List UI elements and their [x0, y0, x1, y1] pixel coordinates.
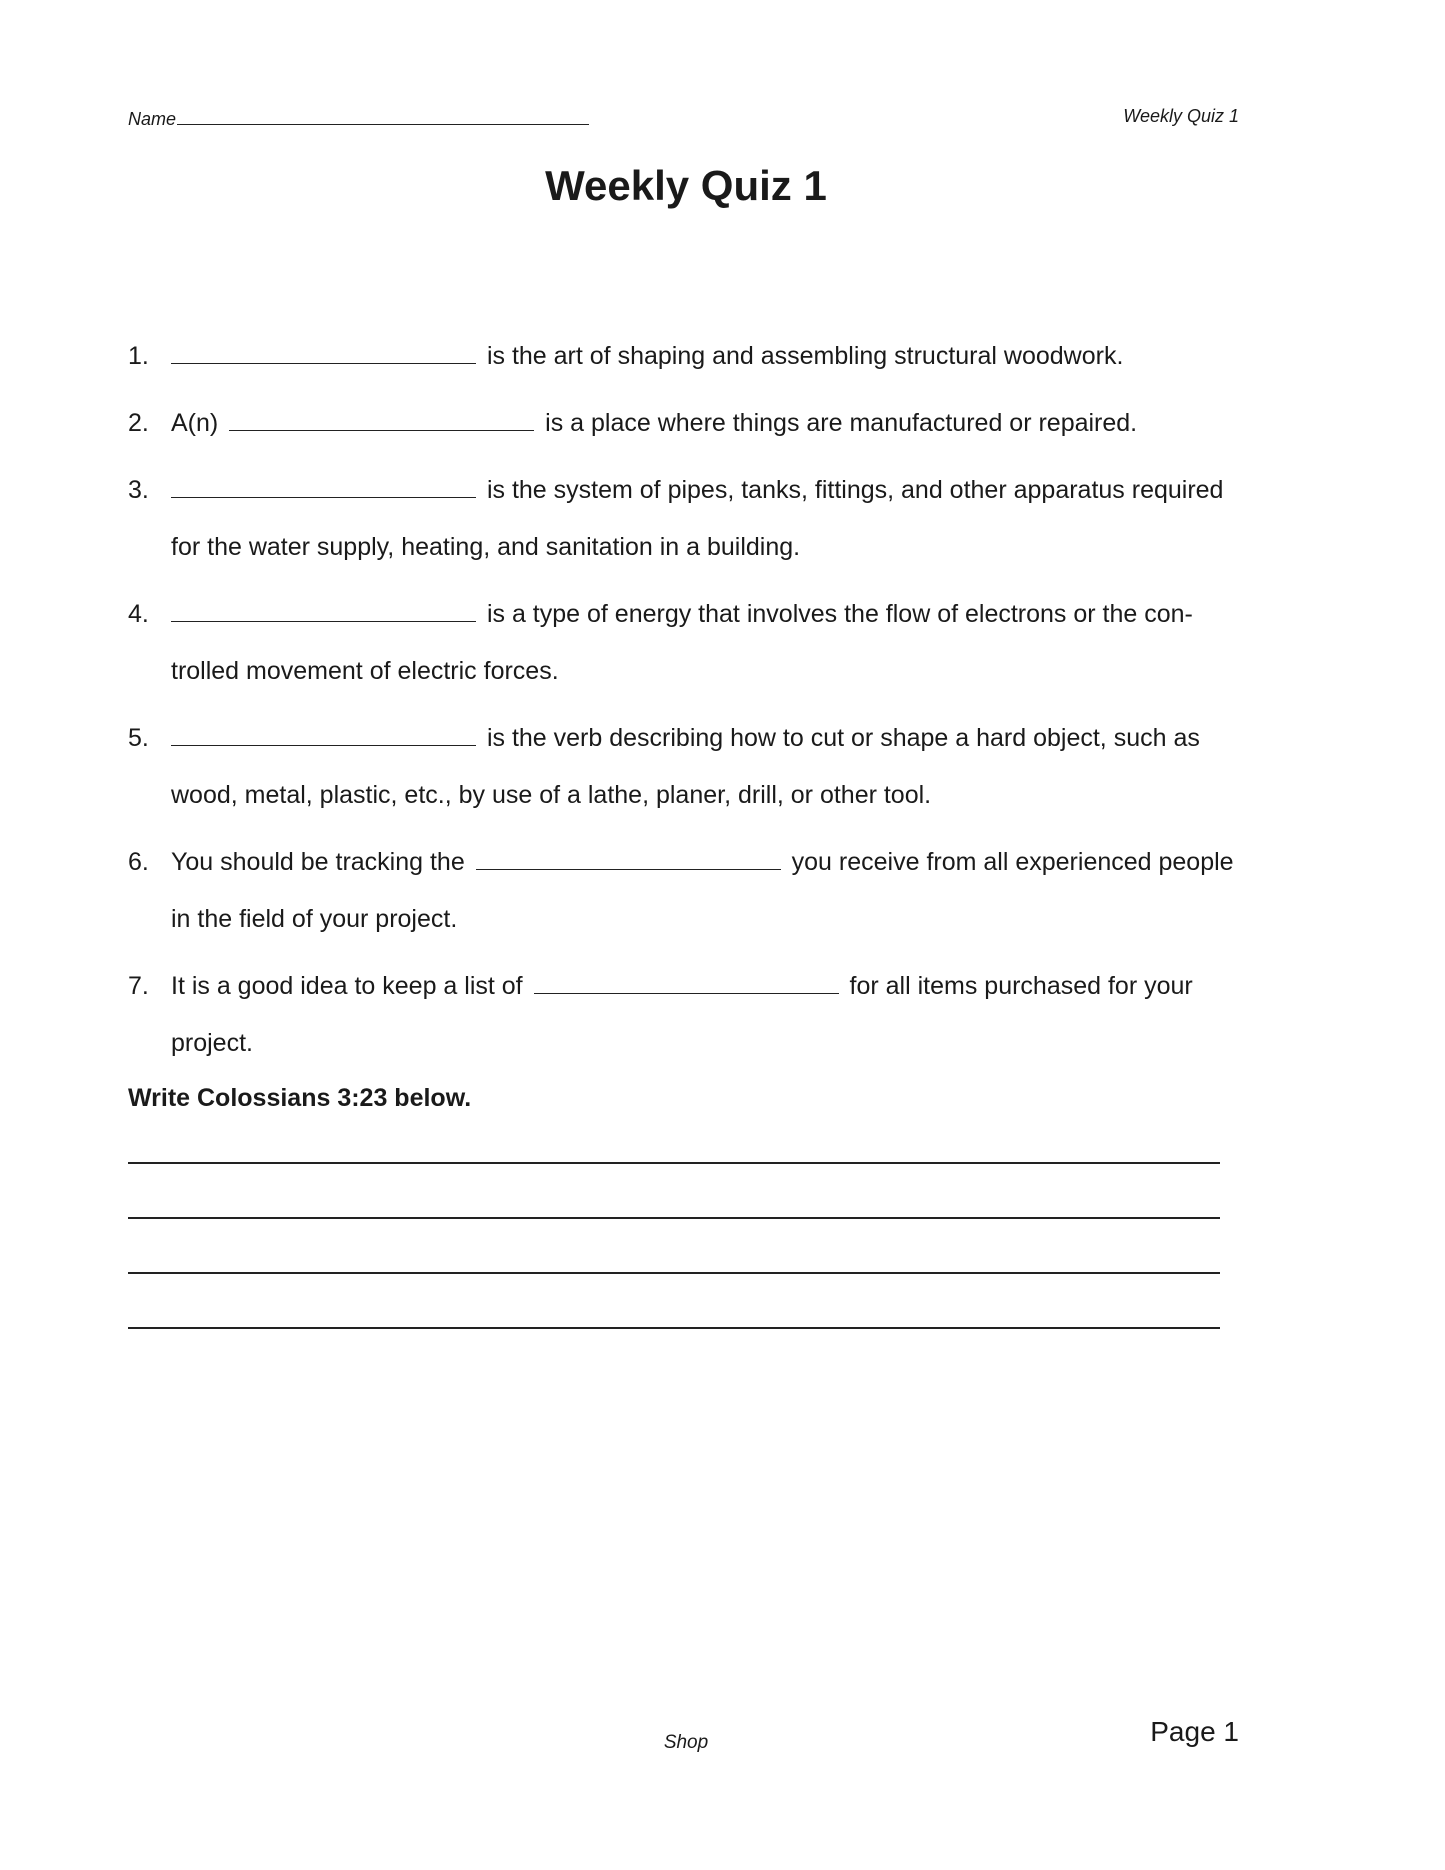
writing-line[interactable] — [128, 1327, 1220, 1329]
question-list — [128, 328, 1238, 1082]
writing-line[interactable] — [128, 1217, 1220, 1219]
question-7 — [128, 958, 1238, 1072]
question-text-before: You should be tracking the — [171, 848, 465, 876]
writing-line[interactable] — [128, 1272, 1220, 1274]
name-blank[interactable] — [177, 106, 589, 125]
question-4 — [128, 586, 1238, 700]
answer-blank[interactable] — [171, 723, 476, 746]
question-text-before: It is a good idea to keep a list of — [171, 972, 523, 1000]
question-number: 6. — [128, 848, 149, 876]
question-2 — [128, 395, 1238, 452]
name-field — [128, 106, 589, 130]
answer-blank[interactable] — [534, 971, 839, 994]
question-number: 1. — [128, 342, 149, 370]
writing-line[interactable] — [128, 1162, 1220, 1164]
question-text-before: A(n) — [171, 409, 219, 437]
question-text-after: for all items purchased for your project. — [171, 972, 1193, 1057]
answer-blank[interactable] — [229, 408, 534, 431]
question-5 — [128, 710, 1238, 824]
question-number: 3. — [128, 476, 149, 504]
question-number: 2. — [128, 409, 149, 437]
writing-heading: Write Colossians 3:23 below. — [128, 1084, 472, 1112]
answer-blank[interactable] — [476, 847, 781, 870]
footer-subject: Shop — [663, 1732, 709, 1753]
question-number: 5. — [128, 724, 149, 752]
name-label: Name — [128, 109, 177, 129]
answer-blank[interactable] — [171, 341, 476, 364]
question-number: 7. — [128, 972, 149, 1000]
question-1 — [128, 328, 1238, 385]
question-3 — [128, 462, 1238, 576]
question-text-after: is a place where things are manufactured or repaired. — [545, 409, 1138, 437]
question-number: 4. — [128, 600, 149, 628]
question-text-after: is the art of shaping and assembling structural woodwork. — [486, 342, 1124, 370]
question-text-after: is the system of pipes, tanks, fittings, and other apparatus required for the water supply, heating, and sanitation in a building. — [171, 476, 1224, 561]
answer-blank[interactable] — [171, 599, 476, 622]
question-text-after: you receive from all experienced people in the field of your project. — [171, 848, 1234, 933]
question-text-after: is a type of energy that involves the flow of electrons or the con-trolled movement of electric forces. — [171, 600, 1193, 685]
header-quiz-label: Weekly Quiz 1 — [1123, 106, 1239, 126]
question-text-after: is the verb describing how to cut or shape a hard object, such as wood, metal, plastic, etc., by use of a lathe, planer, drill, or other tool. — [171, 724, 1200, 809]
page-number: Page 1 — [1150, 1716, 1239, 1747]
page-title: Weekly Quiz 1 — [545, 162, 827, 209]
question-6 — [128, 834, 1238, 948]
answer-blank[interactable] — [171, 475, 476, 498]
